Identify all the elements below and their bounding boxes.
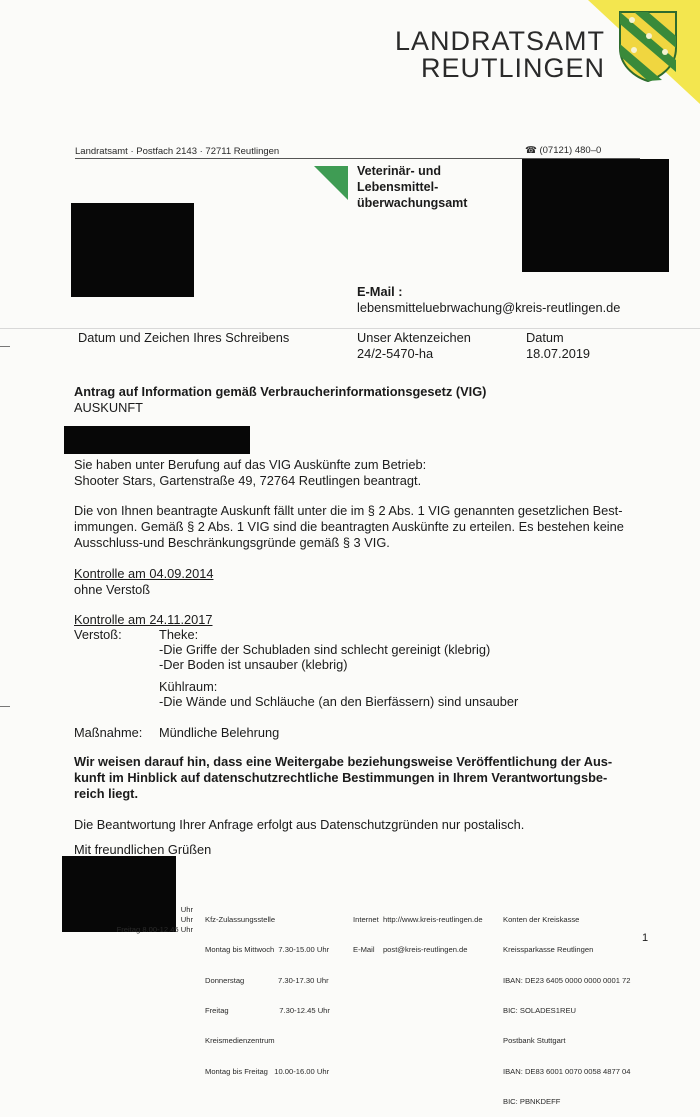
- redacted-salutation: [64, 426, 250, 454]
- redacted-contact: [522, 159, 669, 272]
- page-number: 1: [642, 932, 649, 944]
- violation-area-1: Theke:: [159, 627, 199, 642]
- department-accent: [314, 166, 348, 200]
- footer-col2-line: Donnerstag 7.30-17.30 Uhr: [205, 975, 329, 985]
- privacy-notice-line-2: kunft im Hinblick auf datenschutzrechtliche Bestimmungen in Ihrem Verantwortungsbe-: [74, 770, 608, 785]
- department-line1: Veterinär- und: [357, 164, 442, 178]
- violation-item-3: -Die Wände und Schläuche (an den Bierfässern) sind unsauber: [159, 694, 519, 709]
- footer-col4-line: Postbank Stuttgart: [503, 1036, 566, 1046]
- footer-col2-line: Kfz-Zulassungsstelle: [205, 915, 276, 925]
- violation-label: Verstoß:: [74, 627, 122, 642]
- date-value: 18.07.2019: [526, 346, 591, 361]
- letter-subject-2: AUSKUNFT: [74, 400, 143, 415]
- letter-subject: Antrag auf Information gemäß Verbraucherinformationsgesetz (VIG): [74, 384, 487, 399]
- fold-mark-middle: [0, 706, 10, 707]
- redacted-recipient: [71, 203, 194, 297]
- reference-rule: [0, 328, 700, 329]
- violation-item-1: -Die Griffe der Schubladen sind schlecht gereinigt (klebrig): [159, 642, 491, 657]
- org-name-line1: LANDRATSAMT: [394, 26, 605, 56]
- footer-col4-line: BIC: PBNKDEFF: [503, 1096, 561, 1106]
- footer-col4-line: Kreissparkasse Reutlingen: [503, 945, 594, 955]
- footer-col4-line: Konten der Kreiskasse: [503, 915, 580, 925]
- privacy-notice-line-3: reich liegt.: [74, 786, 139, 801]
- paragraph-1-line-2: Shooter Stars, Gartenstraße 49, 72764 Reutlingen beantragt.: [74, 473, 422, 488]
- footer-contact: [353, 895, 483, 966]
- violation-item-2: -Der Boden ist unsauber (klebrig): [159, 657, 348, 672]
- inspection-1-title: Kontrolle am 04.09.2014: [74, 566, 214, 581]
- footer-col2-line: Freitag 7.30-12.45 Uhr: [205, 1006, 330, 1016]
- measure-label: Maßnahme:: [74, 725, 143, 740]
- org-name-line2: REUTLINGEN: [420, 53, 605, 83]
- paragraph-2-line-1: Die von Ihnen beantragte Auskunft fällt unter die im § 2 Abs. 1 VIG genannten gesetzlichen Best-: [74, 503, 623, 518]
- department-line3: überwachungsamt: [357, 196, 468, 210]
- footer-bank-accounts: [503, 895, 631, 1117]
- footer-col2-line: Montag bis Mittwoch 7.30-15.00 Uhr: [205, 945, 330, 955]
- footer-col2-line: Montag bis Freitag 10.00-16.00 Uhr: [205, 1066, 330, 1076]
- closing: Mit freundlichen Grüßen: [74, 842, 212, 857]
- inspection-2-title: Kontrolle am 24.11.2017: [74, 612, 213, 627]
- footer-hours-col: [75, 905, 193, 935]
- your-reference-label: Datum und Zeichen Ihres Schreibens: [78, 330, 290, 345]
- email-address: lebensmitteluebrwachung@kreis-reutlingen.de: [357, 300, 621, 315]
- violation-area-2: Kühlraum:: [159, 679, 218, 694]
- our-reference-label: Unser Aktenzeichen: [357, 330, 471, 345]
- footer-col1-line: Uhr: [180, 915, 193, 925]
- footer-office-hours: [205, 895, 330, 1087]
- department-line2: Lebensmittel-: [357, 180, 439, 194]
- footer-col4-line: BIC: SOLADES1REU: [503, 1006, 577, 1016]
- inspection-1-result: ohne Verstoß: [74, 582, 151, 597]
- fold-mark-top: [0, 346, 10, 347]
- postal-note: Die Beantwortung Ihrer Anfrage erfolgt aus Datenschutzgründen nur postalisch.: [74, 817, 525, 832]
- date-label: Datum: [526, 330, 564, 345]
- footer-col2-line: Kreismedienzentrum: [205, 1036, 275, 1046]
- footer-col1-line: Freitag 8.00-12.45 Uhr: [116, 925, 193, 935]
- paragraph-2-line-3: Ausschluss-und Beschränkungsgründe gemäß § 3 VIG.: [74, 535, 390, 550]
- email-label: E-Mail :: [357, 284, 403, 299]
- paragraph-1-line-1: Sie haben unter Berufung auf das VIG Auskünfte zum Betrieb:: [74, 457, 427, 472]
- phone-number: ☎ (07121) 480–0: [525, 145, 602, 156]
- measure-value: Mündliche Belehrung: [159, 725, 280, 740]
- paragraph-2-line-2: immungen. Gemäß § 2 Abs. 1 VIG sind die beantragten Auskünfte zu erteilen. Es bestehen keine: [74, 519, 624, 534]
- footer-website[interactable]: Internet http://www.kreis-reutlingen.de: [353, 915, 483, 925]
- return-address: Landratsamt · Postfach 2143 · 72711 Reutlingen: [75, 146, 280, 157]
- privacy-notice-line-1: Wir weisen darauf hin, dass eine Weitergabe beziehungsweise Veröffentlichung der Aus-: [74, 754, 613, 769]
- footer-col4-line: IBAN: DE23 6405 0000 0000 0001 72: [503, 975, 631, 985]
- coat-of-arms-icon: [618, 10, 678, 82]
- footer-email[interactable]: E-Mail post@kreis-reutlingen.de: [353, 945, 468, 955]
- footer-col1-line: Uhr: [180, 905, 193, 914]
- footer-col4-line: IBAN: DE83 6001 0070 0058 4877 04: [503, 1066, 631, 1076]
- our-reference-value: 24/2-5470-ha: [357, 346, 434, 361]
